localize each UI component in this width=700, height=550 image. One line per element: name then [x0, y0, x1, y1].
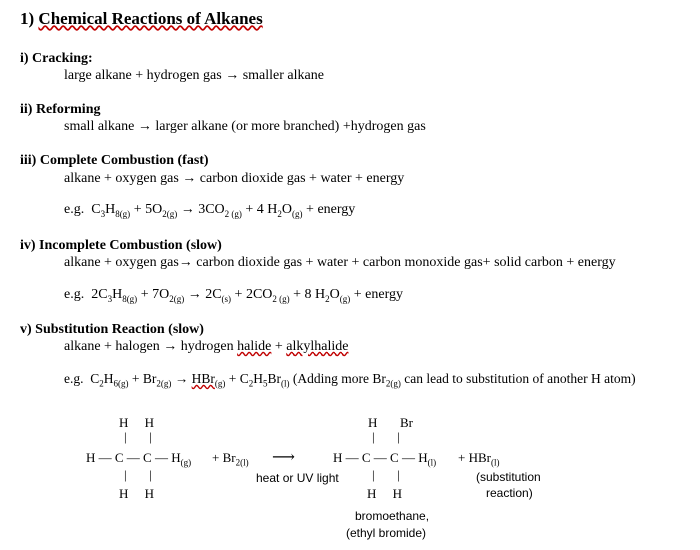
substitution-heading: v) Substitution Reaction (slow) — [20, 322, 204, 337]
incomplete-heading: iv) Incomplete Combustion (slow) — [20, 238, 222, 253]
bromoethane-top-br: Br — [400, 415, 413, 430]
complete-heading: iii) Complete Combustion (fast) — [20, 153, 209, 168]
ethane-top-h: H H — [119, 415, 155, 430]
page-title — [20, 9, 263, 29]
substitution-note-2: reaction) — [486, 486, 533, 500]
complete-line: alkane + oxygen gas → carbon dioxide gas + water + energy — [64, 171, 405, 186]
bromoethane-structure: H — C — C — $H_{(l)}$ — [333, 450, 437, 468]
bromoethane-top-h: H — [368, 415, 378, 430]
bromoethane-bottom-bonds: | | — [372, 467, 400, 482]
bromine-reagent: + $Br_{2(l)}$ — [212, 450, 249, 468]
substitution-line: alkane + halogen → hydrogen halide + alkylhalide — [64, 339, 349, 354]
cracking-line: large alkane + hydrogen gas → smaller alkane — [64, 68, 324, 83]
complete-example: e.g. $C_3H_{8(g)} + 5O_{2(g)} \to 3CO_{2 (g)} + 4$ $H_2O_{(g)}$ + energy — [64, 202, 356, 219]
ethane-top-bonds: | | — [124, 429, 152, 444]
cracking-heading: i) Cracking: — [20, 51, 93, 66]
reforming-heading: ii) Reforming — [20, 102, 101, 117]
ethane-structure: H — C — C — $H_{(g)}$ — [86, 450, 192, 468]
ethane-bottom-bonds: | | — [124, 467, 152, 482]
substitution-note-1: (substitution — [476, 470, 541, 484]
reforming-line: small alkane → larger alkane (or more branched) +hydrogen gas — [64, 119, 426, 134]
substitution-example: e.g. $C_2H_{6(g)} + Br_{2(g)} \to HBr_{(g)} + C_2H_5Br_{(l)}$ (Adding more $Br_{2(g)}$ can lead to substitution of another H atom) — [64, 371, 636, 389]
ethane-bottom-h: H H — [119, 486, 155, 501]
bromoethane-bottom-h: H H — [367, 486, 403, 501]
title-prefix: 1) — [20, 9, 39, 28]
incomplete-example: e.g. $2C_3H_{8(g)} + 7O_{2(g)} \to 2C_{(s)} + 2CO_{2 (g)} + 8$ $H_2O_{(g)}$ + energy — [64, 287, 404, 304]
product-name-1: bromoethane, — [355, 509, 430, 523]
hbr-product: + HBr$_{(l)}$ — [458, 450, 500, 468]
bromoethane-top-bonds: | | — [372, 429, 400, 444]
reaction-condition: heat or UV light — [256, 471, 339, 485]
reaction-arrow: ⟶ — [272, 449, 295, 466]
title-text: Chemical Reactions of Alkanes — [38, 9, 263, 28]
product-name-2: (ethyl bromide) — [346, 526, 427, 540]
incomplete-line: alkane + oxygen gas→ carbon dioxide gas + water + carbon monoxide gas+ solid carbon + energy — [64, 255, 616, 270]
